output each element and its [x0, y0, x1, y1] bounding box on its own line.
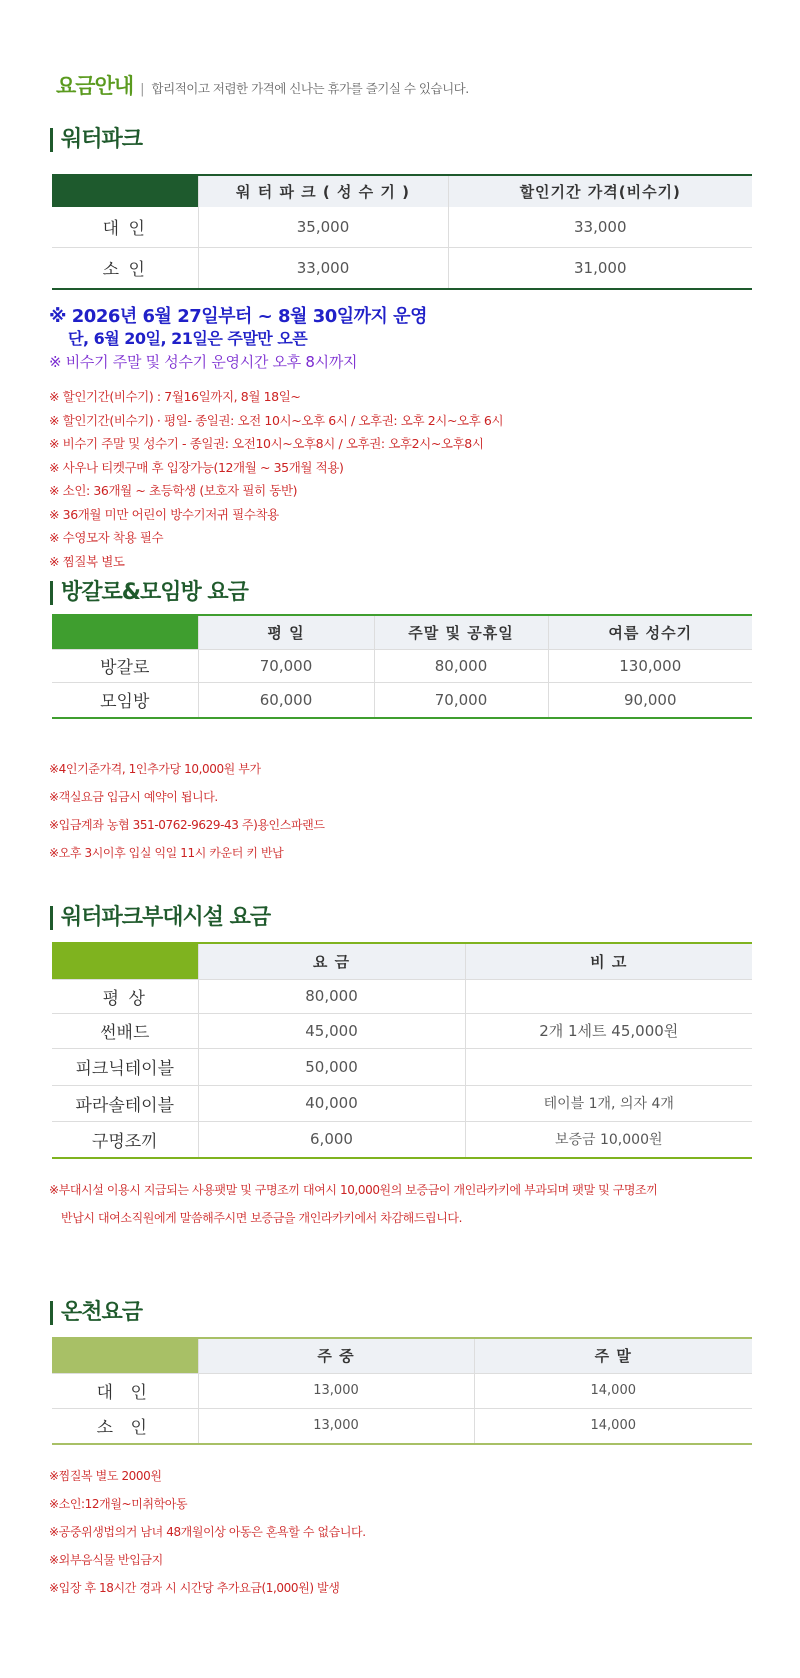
- table-row: [52, 979, 752, 1013]
- price-cell: 13,000: [198, 1373, 474, 1408]
- note-item: ※찜질복 별도 2000원: [49, 1469, 162, 1483]
- header-corner-cell: [52, 1338, 198, 1373]
- table-row: [52, 1373, 752, 1408]
- price-cell: 33,000: [448, 207, 752, 247]
- page-title: 요금안내: [56, 74, 134, 98]
- note-item: ※ 소인: 36개월 ~ 초등학생 (보호자 필히 동반): [49, 483, 298, 498]
- note-item: ※입금계좌 농협 351-0762-9629-43 주)용인스파랜드: [49, 818, 325, 832]
- table-header-row: [52, 943, 752, 979]
- table-header-row: [52, 615, 752, 649]
- column-header: 주 중: [198, 1338, 474, 1373]
- column-header: 요 금: [198, 943, 465, 979]
- column-header: 할인기간 가격(비수기): [448, 175, 752, 207]
- row-label: 썬배드: [100, 1023, 150, 1043]
- operating-hours-notice: ※ 비수기 주말 및 성수기 운영시간 오후 8시까지: [49, 353, 358, 371]
- weekend-open-notice: 단, 6월 20일, 21일은 주말만 오픈: [68, 329, 308, 348]
- table-row: [52, 649, 752, 682]
- column-header: 비 고: [465, 943, 752, 979]
- page-subtitle: 합리적이고 저렴한 가격에 신나는 휴가를 즐기실 수 있습니다.: [151, 81, 469, 96]
- price-cell: 40,000: [198, 1085, 465, 1121]
- facilities-price-table: [52, 942, 752, 1159]
- column-header: 주말 및 공휴일: [374, 615, 548, 649]
- section-title-facilities: 워터파크부대시설 요금: [50, 906, 270, 930]
- price-cell: 70,000: [198, 649, 374, 682]
- note-item: ※오후 3시이후 입실 익일 11시 카운터 키 반납: [49, 846, 284, 860]
- row-label: 파라솔테이블: [75, 1095, 175, 1116]
- spa-price-table: [52, 1337, 752, 1445]
- table-header-row: [52, 175, 752, 207]
- price-cell: 14,000: [474, 1408, 752, 1444]
- note-item: ※ 사우나 티켓구매 후 입장가능(12개월 ~ 35개월 적용): [49, 459, 344, 475]
- facilities-notes: [49, 1176, 657, 1232]
- price-cell: 70,000: [374, 682, 548, 718]
- header-divider: |: [140, 82, 145, 97]
- note-item: ※입장 후 18시간 경과 시 시간당 추가요금(1,000원) 발생: [49, 1581, 340, 1595]
- row-label: 피크닉테이블: [75, 1059, 175, 1079]
- row-label: 대 인: [102, 219, 147, 240]
- remark-cell: [465, 979, 752, 1013]
- price-cell: 33,000: [198, 247, 448, 289]
- table-row: [52, 1085, 752, 1121]
- waterpark-notes: [49, 385, 503, 573]
- page-header: [56, 70, 469, 100]
- price-cell: 31,000: [448, 247, 752, 289]
- header-corner-cell: [52, 943, 198, 979]
- note-item: ※ 수영모자 착용 필수: [49, 530, 164, 545]
- price-cell: 80,000: [198, 979, 465, 1013]
- waterpark-price-table: [52, 174, 752, 290]
- note-item: ※객실요금 입금시 예약이 됩니다.: [49, 790, 218, 804]
- price-cell: 6,000: [198, 1121, 465, 1158]
- note-item: ※소인:12개월~미취학아동: [49, 1497, 188, 1511]
- table-row: [52, 682, 752, 718]
- row-label: 구명조끼: [91, 1131, 158, 1152]
- price-cell: 45,000: [198, 1013, 465, 1048]
- note-item: ※외부음식물 반입금지: [49, 1553, 163, 1567]
- price-cell: 14,000: [474, 1373, 752, 1408]
- row-label: 소 인: [96, 1418, 153, 1439]
- note-item: 반납시 대여소직원에게 말씀해주시면 보증금을 개인라카키에서 차감해드립니다.: [61, 1211, 463, 1225]
- bungalow-price-table: [52, 614, 752, 719]
- spa-notes: [49, 1462, 366, 1602]
- header-corner-cell: [52, 175, 198, 207]
- note-item: ※ 찜질복 별도: [49, 553, 125, 569]
- price-cell: 80,000: [374, 649, 548, 682]
- header-corner-cell: [52, 615, 198, 649]
- table-header-row: [52, 1338, 752, 1373]
- price-cell: 35,000: [198, 207, 448, 247]
- column-header: 워 터 파 크 ( 성 수 기 ): [198, 175, 448, 207]
- season-period-notice: ※ 2026년 6월 27일부터 ~ 8월 30일까지 운영: [49, 306, 427, 327]
- row-label: 평 상: [102, 988, 147, 1009]
- row-label: 모임방: [100, 692, 150, 713]
- bungalow-notes: [49, 755, 325, 867]
- column-header: 주 말: [474, 1338, 752, 1373]
- section-title-spa: 온천요금: [50, 1301, 142, 1325]
- row-label: 방갈로: [100, 658, 150, 678]
- price-cell: 60,000: [198, 682, 374, 718]
- row-label: 소 인: [102, 260, 147, 281]
- table-row: [52, 1013, 752, 1048]
- price-cell: 130,000: [548, 649, 752, 682]
- note-item: ※ 36개월 미만 어린이 방수기저귀 필수착용: [49, 506, 279, 522]
- remark-cell: [465, 1048, 752, 1085]
- note-item: ※ 할인기간(비수기) : 7월16일까지, 8월 18일~: [49, 389, 301, 404]
- remark-cell: 2개 1세트 45,000원: [465, 1013, 752, 1048]
- remark-cell: 테이블 1개, 의자 4개: [465, 1085, 752, 1121]
- table-row: [52, 1048, 752, 1085]
- price-cell: 90,000: [548, 682, 752, 718]
- table-row: [52, 207, 752, 247]
- note-item: ※ 비수기 주말 및 성수기 - 종일권: 오전10시~오후8시 / 오후권: 오후2시~오후8시: [49, 436, 484, 451]
- note-item: ※공중위생법의거 남녀 48개월이상 아동은 혼욕할 수 없습니다.: [49, 1525, 366, 1539]
- note-item: ※ 할인기간(비수기) · 평일- 종일권: 오전 10시~오후 6시 / 오후권: 오후 2시~오후 6시: [49, 412, 504, 428]
- note-item: ※부대시설 이용시 지급되는 사용팻말 및 구명조끼 대여시 10,000원의 보증금이 개인라카키에 부과되며 팻말 및 구명조끼: [49, 1183, 658, 1197]
- remark-cell: 보증금 10,000원: [465, 1121, 752, 1158]
- table-row: [52, 1408, 752, 1444]
- note-item: ※4인기준가격, 1인추가당 10,000원 부가: [49, 762, 261, 776]
- row-label: 대 인: [96, 1383, 153, 1403]
- price-cell: 13,000: [198, 1408, 474, 1444]
- section-title-waterpark: 워터파크: [50, 128, 142, 152]
- column-header: 여름 성수기: [548, 615, 752, 649]
- section-title-bungalow: 방갈로&모임방 요금: [50, 581, 248, 605]
- price-cell: 50,000: [198, 1048, 465, 1085]
- table-row: [52, 247, 752, 289]
- column-header: 평 일: [198, 615, 374, 649]
- table-row: [52, 1121, 752, 1158]
